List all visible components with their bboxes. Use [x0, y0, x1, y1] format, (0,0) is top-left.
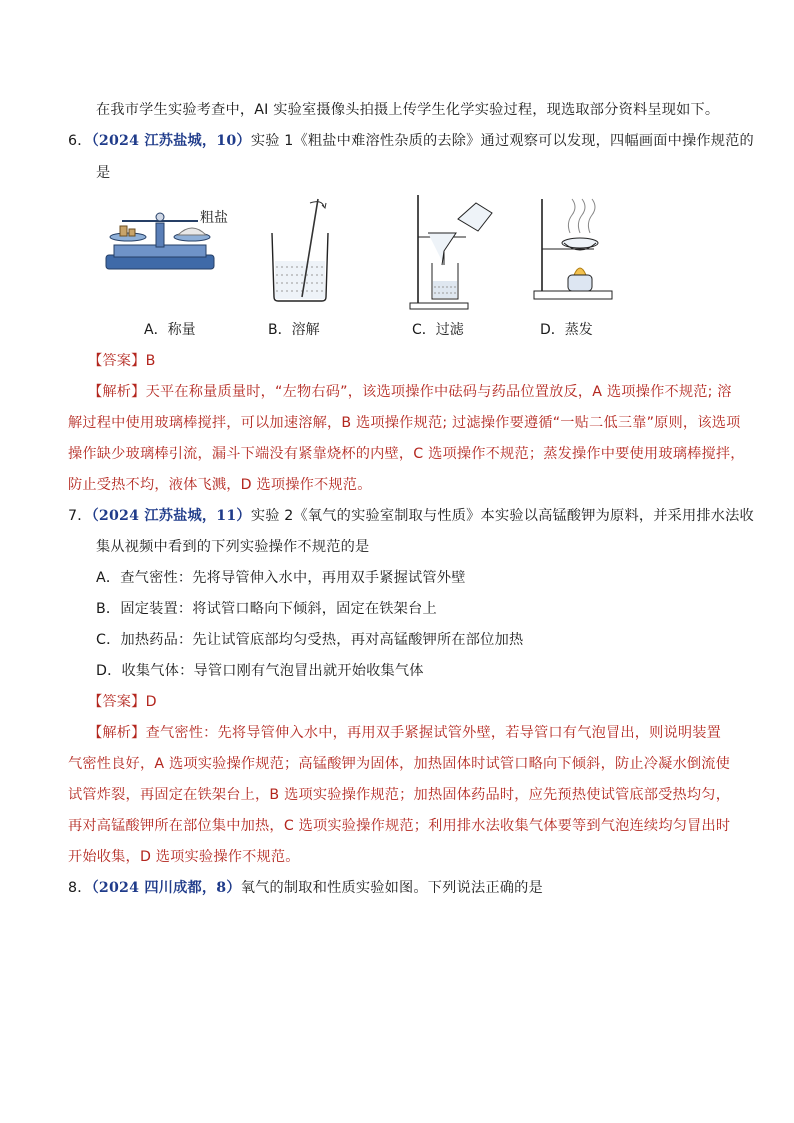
question-7-analysis-line-2: 气密性良好，A 选项实验操作规范；高锰酸钾为固体，加热固体时试管口略向下倾斜，防止冷凝水倒流使: [68, 756, 731, 772]
question-6-number: 6．: [68, 133, 92, 149]
question-7-number: 7．: [68, 508, 92, 524]
answer-tag: 【答案】: [88, 694, 146, 710]
answer-tag: 【答案】: [88, 353, 146, 369]
analysis-tag: 【解析】: [88, 384, 146, 400]
question-7-line-1: [68, 506, 754, 526]
analysis-tag: 【解析】: [88, 725, 146, 741]
question-7-answer: [88, 692, 157, 712]
analysis-text: 查气密性：先将导管伸入水中，再用双手紧握试管外壁，若导管口有气泡冒出，则说明装置: [145, 725, 722, 741]
question-8-number: 8．: [68, 880, 92, 896]
evaporation-figure: [528, 193, 618, 303]
question-7-analysis-line-1: [88, 723, 721, 743]
question-6-analysis-line-2: 解过程中使用玻璃棒搅拌，可以加速溶解，B 选项操作规范; 过滤操作要遵循“一贴二低三靠”原则，该选项: [68, 415, 741, 431]
question-6-line-1: [68, 131, 754, 151]
question-6-analysis-line-4: 防止受热不均，液体飞溅，D 选项操作不规范。: [68, 477, 372, 493]
question-6-stem: 实验 1《粗盐中难溶性杂质的去除》通过观察可以发现，四幅画面中操作规范的: [250, 133, 754, 149]
question-6-analysis-line-3: 操作缺少玻璃棒引流，漏斗下端没有紧靠烧杯的内壁，C 选项操作不规范；蒸发操作中要使用玻璃棒搅拌，: [68, 446, 745, 462]
beaker-stirring-figure: [266, 193, 336, 305]
intro-text: 在我市学生实验考查中，AI 实验室摄像头拍摄上传学生化学实验过程，现选取部分资料呈现如下。: [96, 102, 720, 118]
question-7-option-a: A．查气密性：先将导管伸入水中，再用双手紧握试管外壁: [96, 570, 466, 586]
analysis-text: 天平在称量质量时，“左物右码”，该选项操作中砝码与药品位置放反，A 选项操作不规范; 溶: [145, 384, 732, 400]
question-7-stem: 实验 2《氧气的实验室制取与性质》本实验以高锰酸钾为原料，并采用排水法收: [250, 508, 754, 524]
option-a-label: A．称量: [144, 322, 196, 338]
question-6-answer: [88, 351, 156, 371]
option-c-label: C．过滤: [412, 322, 464, 338]
question-8-stem: 氧气的制取和性质实验如图。下列说法正确的是: [240, 880, 543, 896]
question-7-option-d: D．收集气体：导管口刚有气泡冒出就开始收集气体: [96, 663, 424, 679]
question-7-source: （2024 江苏盐城，11）: [91, 508, 251, 524]
question-6-analysis-line-1: [88, 382, 732, 402]
question-8-line-1: [68, 878, 543, 898]
option-d-label: D．蒸发: [540, 322, 593, 338]
question-6-figures: [96, 193, 656, 343]
balance-scale-figure: [100, 193, 220, 273]
question-6-source: （2024 江苏盐城，10）: [91, 133, 251, 149]
question-7-option-b: B．固定装置：将试管口略向下倾斜，固定在铁架台上: [96, 601, 437, 617]
filtration-figure: [396, 193, 496, 311]
question-7-analysis-line-4: 再对高锰酸钾所在部位集中加热，C 选项实验操作规范；利用排水法收集气体要等到气泡连续均匀冒出时: [68, 818, 731, 834]
question-7-analysis-line-5: 开始收集，D 选项实验操作不规范。: [68, 849, 300, 865]
answer-value: B: [145, 353, 156, 369]
question-8-source: （2024 四川成都，8）: [91, 880, 241, 896]
coarse-salt-label: 粗盐: [200, 210, 228, 226]
option-b-label: B．溶解: [268, 322, 320, 338]
question-7-analysis-line-3: 试管炸裂，再固定在铁架台上，B 选项实验操作规范；加热固体药品时，应先预热使试管底部受热均匀，: [68, 787, 731, 803]
question-7-line-2: 集从视频中看到的下列实验操作不规范的是: [96, 539, 370, 555]
answer-value: D: [145, 694, 157, 710]
question-6-line-2: 是: [96, 165, 111, 181]
question-7-option-c: C．加热药品：先让试管底部均匀受热，再对高锰酸钾所在部位加热: [96, 632, 524, 648]
